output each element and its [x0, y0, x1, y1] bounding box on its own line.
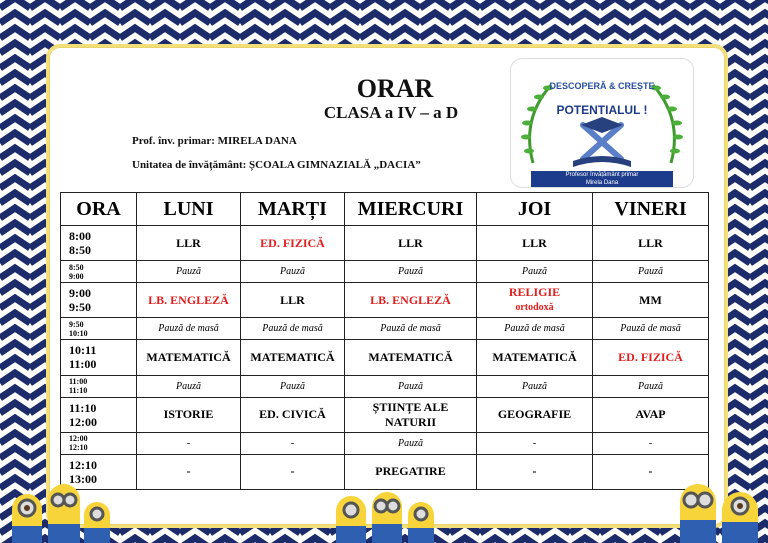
cell-text: LLR	[398, 235, 423, 250]
table-row	[61, 283, 709, 318]
break-cell	[477, 318, 593, 340]
header-row	[61, 193, 709, 226]
cell-text: Pauză	[280, 380, 305, 392]
break-cell	[477, 261, 593, 283]
cell-text: -	[186, 437, 191, 449]
time-end: 9:50	[69, 300, 91, 315]
subject-cell	[241, 340, 345, 375]
time-start: 11:00	[69, 377, 88, 387]
cell-text: LLR	[176, 235, 201, 250]
time-start: 8:50	[69, 262, 84, 272]
cell-text: LB. ENGLEZĂ	[370, 292, 451, 307]
cell-text: Pauză	[522, 380, 547, 392]
minions-center-icon	[330, 488, 440, 543]
cell-text: Pauză de masă	[380, 323, 441, 335]
time-end: 10:10	[69, 328, 88, 338]
cell-text: ED. FIZICĂ	[618, 349, 683, 364]
subject-cell	[593, 397, 709, 432]
cell-text: -	[290, 437, 295, 449]
cell-text: -	[186, 464, 191, 479]
cell-text: -	[290, 464, 295, 479]
minions-right-icon	[676, 476, 768, 543]
cell-text: Pauză de masă	[620, 323, 681, 335]
logo-footer-line1: Profesor învățământ primar	[565, 172, 639, 178]
cell-text: Pauză	[638, 266, 663, 278]
cell-text: MATEMATICĂ	[368, 349, 453, 364]
cell-text: LLR	[638, 235, 663, 250]
cell-text: -	[648, 437, 653, 449]
break-cell	[241, 318, 345, 340]
time-cell	[61, 226, 137, 261]
header-luni: LUNI	[137, 193, 241, 226]
subject-cell	[137, 397, 241, 432]
subject-cell	[345, 340, 477, 375]
break-cell	[137, 375, 241, 397]
time-start: 9:50	[69, 319, 84, 329]
break-cell	[593, 261, 709, 283]
break-cell	[137, 432, 241, 454]
school-line: Unitatea de învățământ: ȘCOALA GIMNAZIALĂ „DACIA”	[132, 159, 421, 171]
table-row	[61, 454, 709, 489]
cell-text: MATEMATICĂ	[146, 349, 231, 364]
cell-text: ED. FIZICĂ	[260, 235, 325, 250]
cell-text: Pauză de masă	[158, 323, 219, 335]
cell-text: Pauză de masă	[262, 323, 323, 335]
teacher-line: Prof. înv. primar: MIRELA DANA	[132, 135, 297, 147]
cell-text: Pauză	[398, 266, 423, 278]
cell-text: LLR	[522, 235, 547, 250]
schedule-table	[60, 192, 709, 490]
cell-text: Pauză	[522, 266, 547, 278]
break-cell	[345, 375, 477, 397]
subject-cell	[593, 283, 709, 318]
schedule-body	[61, 226, 709, 490]
logo-footer-line2: Mirela Dana	[585, 180, 619, 186]
time-cell	[61, 261, 137, 283]
subject-cell	[241, 283, 345, 318]
header-ora: ORA	[61, 193, 137, 226]
subject-cell	[345, 226, 477, 261]
cell-text: LLR	[280, 292, 305, 307]
cell-text: Pauză de masă	[504, 323, 565, 335]
break-cell	[345, 261, 477, 283]
subject-cell	[593, 340, 709, 375]
cell-text: Pauză	[280, 266, 305, 278]
page-title: ORAR	[356, 74, 434, 103]
time-start: 12:00	[69, 434, 88, 444]
cell-text: MATEMATICĂ	[492, 349, 577, 364]
subject-cell	[137, 454, 241, 489]
table-row	[61, 397, 709, 432]
cell-text: LB. ENGLEZĂ	[148, 292, 229, 307]
break-cell	[345, 432, 477, 454]
cell-text: MM	[639, 292, 662, 307]
subject-cell	[345, 454, 477, 489]
cell-text: Pauză	[398, 437, 423, 449]
cell-text: ISTORIE	[163, 407, 214, 422]
subject-cell	[477, 340, 593, 375]
class-subtitle: CLASA a IV – a D	[323, 103, 459, 122]
subject-cell	[345, 283, 477, 318]
time-cell	[61, 432, 137, 454]
subject-cell	[477, 283, 593, 318]
header-miercuri: MIERCURI	[345, 193, 477, 226]
cell-subtext: ortodoxă	[515, 302, 554, 314]
cell-text: Pauză	[638, 380, 663, 392]
logo-badge	[510, 58, 694, 188]
subject-cell	[137, 340, 241, 375]
break-cell	[241, 375, 345, 397]
subject-cell	[137, 226, 241, 261]
table-row	[61, 340, 709, 375]
table-row	[61, 375, 709, 397]
cell-text: Pauză	[176, 380, 201, 392]
table-row	[61, 432, 709, 454]
cell-text: MATEMATICĂ	[250, 349, 335, 364]
cell-text: GEOGRAFIE	[497, 407, 572, 422]
subject-cell	[241, 226, 345, 261]
cell-text: AVAP	[635, 407, 666, 422]
table-row	[61, 261, 709, 283]
time-start: 8:00	[69, 229, 91, 244]
break-cell	[593, 318, 709, 340]
time-cell	[61, 340, 137, 375]
minions-left-icon	[4, 482, 114, 543]
cell-text: ȘTIINȚE ALE NATURII	[372, 399, 449, 429]
subject-cell	[241, 397, 345, 432]
subject-cell	[345, 397, 477, 432]
logo-main-text: POTENTIALUL !	[556, 103, 648, 117]
table-row	[61, 226, 709, 261]
time-cell	[61, 375, 137, 397]
time-end: 11:00	[69, 357, 97, 372]
cell-text: ED. CIVICĂ	[259, 407, 326, 422]
break-cell	[477, 432, 593, 454]
header-marti: MARȚI	[241, 193, 345, 226]
time-end: 9:00	[69, 271, 84, 281]
time-end: 11:10	[69, 386, 88, 396]
break-cell	[593, 375, 709, 397]
subject-cell	[593, 226, 709, 261]
cell-text: -	[648, 464, 653, 479]
header-vineri: VINERI	[593, 193, 709, 226]
cell-text: Pauză	[176, 266, 201, 278]
time-cell	[61, 283, 137, 318]
time-end: 12:00	[69, 414, 97, 429]
break-cell	[137, 318, 241, 340]
subject-cell	[477, 397, 593, 432]
time-end: 12:10	[69, 443, 88, 453]
time-start: 10:11	[69, 343, 97, 358]
table-row	[61, 318, 709, 340]
cell-text: -	[532, 437, 537, 449]
logo-arc-text: DESCOPERĂ & CREȘTE	[549, 81, 655, 91]
time-start: 9:00	[69, 286, 91, 301]
header-joi: JOI	[477, 193, 593, 226]
cell-text: PREGATIRE	[375, 464, 446, 479]
cell-text: -	[532, 464, 537, 479]
cell-text: RELIGIE	[508, 285, 561, 300]
subject-cell	[137, 283, 241, 318]
time-cell	[61, 397, 137, 432]
break-cell	[593, 432, 709, 454]
subject-cell	[477, 226, 593, 261]
break-cell	[345, 318, 477, 340]
break-cell	[477, 375, 593, 397]
subject-cell	[241, 454, 345, 489]
subject-cell	[477, 454, 593, 489]
logo-footer	[531, 171, 673, 187]
time-end: 13:00	[69, 471, 97, 486]
time-start: 12:10	[69, 457, 97, 472]
laurel-icon	[511, 59, 693, 187]
cell-text: Pauză	[398, 380, 423, 392]
break-cell	[241, 261, 345, 283]
time-cell	[61, 318, 137, 340]
time-end: 8:50	[69, 243, 91, 258]
time-start: 11:10	[69, 400, 97, 415]
break-cell	[137, 261, 241, 283]
break-cell	[241, 432, 345, 454]
